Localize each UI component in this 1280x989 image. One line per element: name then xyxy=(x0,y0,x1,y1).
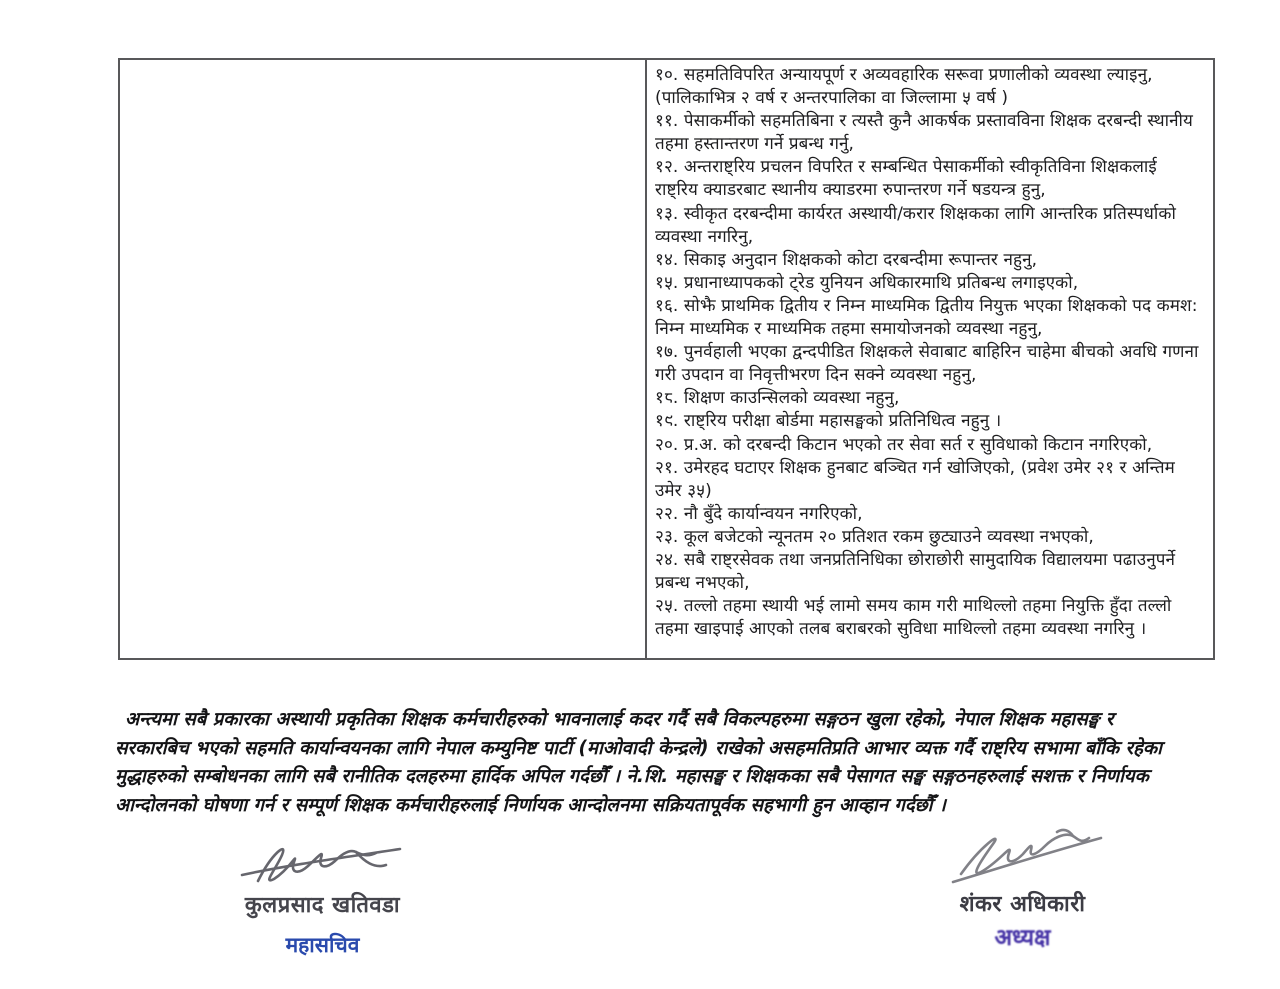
list-item: २२. नौ बुँदे कार्यान्वयन नगरिएको, xyxy=(655,503,863,524)
signatory-name: शंकर अधिकारी xyxy=(959,892,1086,917)
closing-paragraph: अन्त्यमा सबै प्रकारका अस्थायी प्रकृतिका शिक्षक कर्मचारीहरुको भावनालाई कदर गर्दै सबै विकल्पहरुमा सङ्गठन खुला रहेको, नेपाल शिक्षक महासङ्घ र सरकारबिच भएको सहमति कार्यान्वयनका लागि नेपाल कम्युनिष्ट पार्टी (माओवादी केन्द्रले) राखेको असहमतिप्रति आभार व्यक्त गर्दै राष्ट्रिय सभामा बाँकि रहेका मुद्धाहरुको सम्बोधनका लागि सबै रानीतिक दलहरुमा हार्दिक अपिल गर्दछौँ । ने.शि. महासङ्घ र शिक्षकका सबै पेसागत सङ्घ सङ्गठनहरुलाई सशक्त र निर्णायक आन्दोलनको घोषणा गर्न र सम्पूर्ण शिक्षक कर्मचारीहरुलाई निर्णायक आन्दोलनमा सक्रियतापूर्वक सहभागी हुन आव्हान गर्दछौँ । xyxy=(115,709,1162,816)
signatory-general-secretary xyxy=(195,835,450,959)
list-item: १८. शिक्षण काउन्सिलको व्यवस्था नहुनु, xyxy=(655,388,900,409)
table-cell-grievance-list xyxy=(647,60,1213,658)
signature-scribble-left xyxy=(228,835,418,893)
list-item: २०. प्र.अ. को दरबन्दी किटान भएको तर सेवा सर्त र सुविधाको किटान नगरिएको, xyxy=(655,434,1153,455)
signature-scribble-right xyxy=(923,822,1123,892)
list-item: ११. पेसाकर्मीको सहमतिबिना र त्यस्तै कुनै आकर्षक प्रस्तावविना शिक्षक दरबन्दी स्थानीय तहमा हस्तान्तरण गर्ने प्रबन्ध गर्नु, xyxy=(655,111,1193,155)
list-item: १९. राष्ट्रिय परीक्षा बोर्डमा महासङ्घको प्रतिनिधित्व नहुनु । xyxy=(655,411,1002,432)
list-item: २५. तल्लो तहमा स्थायी भई लामो समय काम गरी माथिल्लो तहमा नियुक्ति हुँदा तल्लो तहमा खाइपाई आएको तलब बराबरको सुविधा माथिल्लो तहमा व्यवस्था नगरिनु । xyxy=(655,596,1172,640)
list-item: १३. स्वीकृत दरबन्दीमा कार्यरत अस्थायी/करार शिक्षकका लागि आन्तरिक प्रतिस्पर्धाको व्यवस्था नगरिनु, xyxy=(655,203,1176,247)
list-item: १४. सिकाइ अनुदान शिक्षकको कोटा दरबन्दीमा रूपान्तर नहुनु, xyxy=(655,249,1038,270)
list-item: २४. सबै राष्ट्रसेवक तथा जनप्रतिनिधिका छोराछोरी सामुदायिक विद्यालयमा पढाउनुपर्ने प्रबन्ध नभएको, xyxy=(655,549,1176,594)
grievance-table xyxy=(118,58,1215,660)
list-item: १२. अन्तराष्ट्रिय प्रचलन विपरित र सम्बन्धित पेसाकर्मीको स्वीकृतिविना शिक्षकलाई राष्ट्रिय क्याडरबाट स्थानीय क्याडरमा रुपान्तरण गर्ने षडयन्त्र हुनु, xyxy=(655,157,1157,201)
list-item: १६. सोझै प्राथमिक द्वितीय र निम्न माध्यमिक द्वितीय नियुक्त भएका शिक्षकको पद कमश: निम्न माध्यमिक र माध्यमिक तहमा समायोजनको व्यवस्था नहुनु, xyxy=(655,295,1198,340)
signatory-chairman xyxy=(905,822,1140,952)
list-item: १७. पुनर्वहाली भएका द्वन्दपीडित शिक्षकले सेवाबाट बाहिरिन चाहेमा बीचको अवधि गणना गरी उपदान वा निवृत्तीभरण दिन सक्ने व्यवस्था नहुनु, xyxy=(655,342,1199,386)
table-cell-left-empty xyxy=(120,60,647,658)
list-item: १०. सहमतिविपरित अन्यायपूर्ण र अव्यवहारिक सरूवा प्रणालीको व्यवस्था ल्याइनु, (पालिकाभित्र २ वर्ष र अन्तरपालिका वा जिल्लामा ५ वर्ष ) xyxy=(655,65,1153,109)
signatory-name: कुलप्रसाद खतिवडा xyxy=(244,893,401,918)
signatory-title: अध्यक्ष xyxy=(994,925,1051,951)
list-item: १५. प्रधानाध्यापकको ट्रेड युनियन अधिकारमाथि प्रतिबन्ध लगाइएको, xyxy=(655,272,1079,293)
list-item: २३. कूल बजेटको न्यूनतम २० प्रतिशत रकम छुट्याउने व्यवस्था नभएको, xyxy=(655,526,1094,547)
signatory-title: महासचिव xyxy=(285,933,360,957)
list-item: २१. उमेरहद घटाएर शिक्षक हुनबाट बञ्चित गर्न खोजिएको, (प्रवेश उमेर २१ र अन्तिम उमेर ३५) xyxy=(655,457,1175,501)
